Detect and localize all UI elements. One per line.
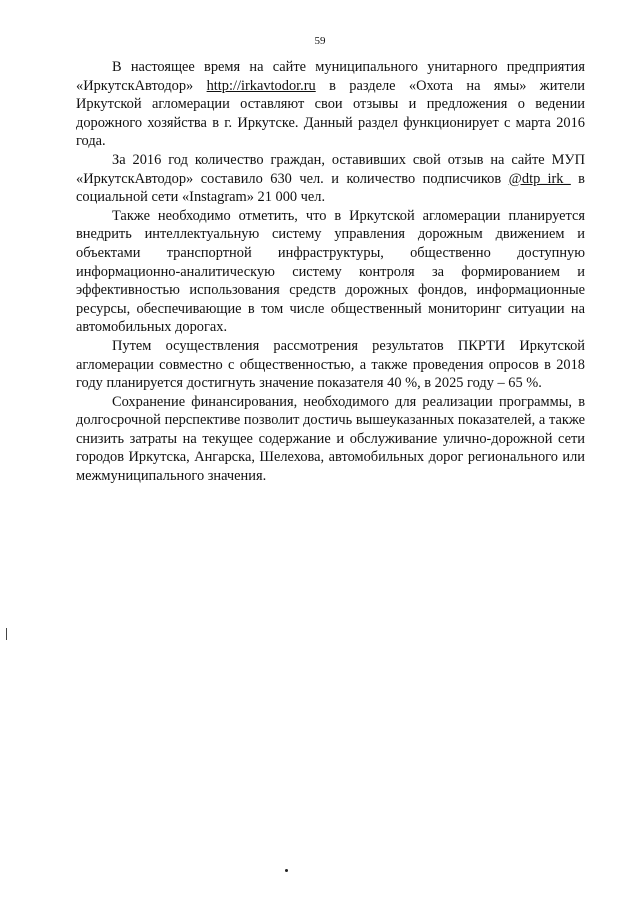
page-number: 59 [314,35,326,47]
paragraph-text: в разделе «Охота на ямы» жители Иркутской агломерации оставляют свои отзывы и предложения о ведении дорожного хозяйства в г. Иркутске. Данный раздел функционирует с марта 2016 года. [76,77,586,150]
paragraph-website-feedback [76,58,585,151]
scan-artifact-dot [285,869,288,872]
paragraph-text: В настоящее время на сайте муниципального унитарного предприятия «ИркутскАвтодор» [76,59,585,94]
instagram-handle[interactable]: @dtp_irk_ [508,170,571,187]
paragraph-intelligent-system: Также необходимо отметить, что в Иркутской агломерации планируется внедрить интеллектуальную систему управления дорожным движением и объектами транспортной инфраструктуры, общественно доступную информационно-аналитическую систему контроля за формированием и эффективностью использования средств дорожных фондов, информационные ресурсы, обеспечивающие в том числе общественный мониторинг ситуации на автомобильных дорогах. [76,207,585,336]
paragraph-text: За 2016 год количество граждан, оставивших свой отзыв на сайте МУП «ИркутскАвтодор» составило 630 чел. и количество подписчиков [76,151,585,187]
paragraph-financing: Сохранение финансирования, необходимого для реализации программы, в долгосрочной перспективе позволит достичь вышеуказанных показателей, а также снизить затраты на текущее содержание и обслуживание улично-дорожной сети городов Иркутска, Ангарска, Шелехова, автомобильных дорог регионального или межмуниципального значения. [76,393,585,485]
website-link[interactable]: http://irkavtodor.ru [206,77,316,94]
paragraph-text: в социальной сети «Instagram» 21 000 чел. [76,170,585,206]
paragraph-feedback-count [76,151,585,207]
document-body [76,58,585,486]
scan-artifact-line [6,628,7,640]
paragraph-indicator-targets: Путем осуществления рассмотрения результатов ПКРТИ Иркутской агломерации совместно с общественностью, а также проведения опросов в 2018 году планируется достигнуть значение показателя 40 %, в 2025 году – 65 %. [76,337,585,392]
